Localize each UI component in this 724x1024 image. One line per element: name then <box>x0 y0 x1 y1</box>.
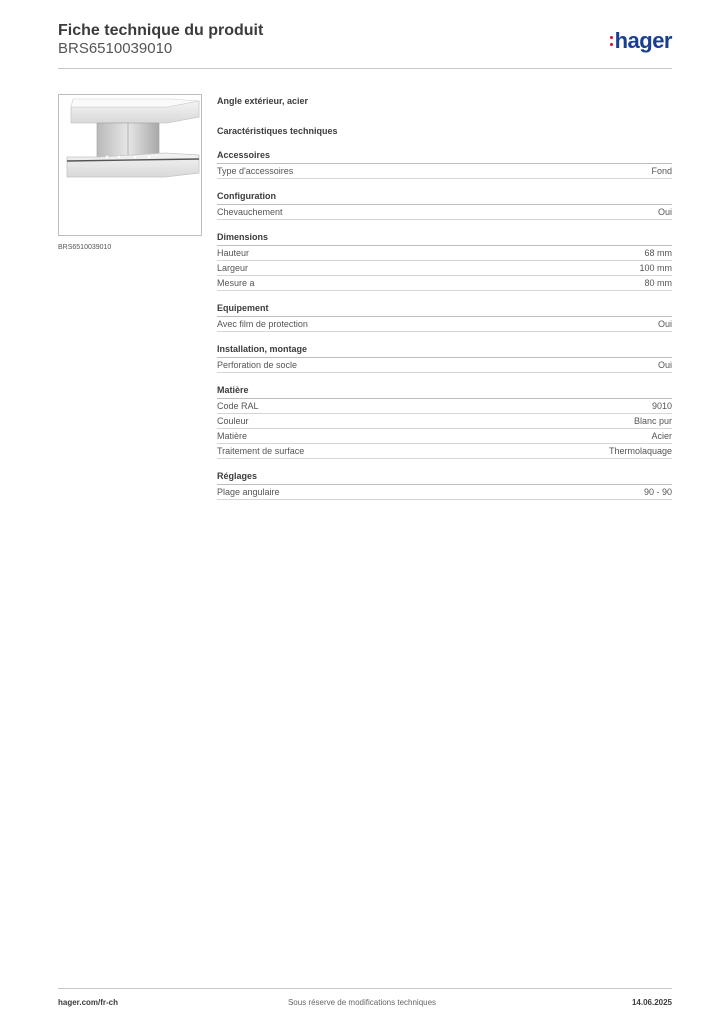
spec-value: Oui <box>657 360 672 370</box>
footer-disclaimer: Sous réserve de modifications techniques <box>287 998 437 1007</box>
product-reference: BRS6510039010 <box>58 40 173 57</box>
section-title: Accessoires <box>217 150 672 164</box>
spec-row <box>217 399 672 414</box>
spec-row <box>217 261 672 276</box>
spec-label: Avec film de protection <box>217 319 308 329</box>
footer-date: 14.06.2025 <box>631 998 672 1007</box>
logo-dots-icon <box>610 36 613 46</box>
spec-label: Matière <box>217 431 248 441</box>
hager-logo <box>610 28 672 54</box>
section-matiere <box>217 385 672 459</box>
section-title: Configuration <box>217 191 672 205</box>
spec-row <box>217 276 672 291</box>
header-divider <box>58 68 672 69</box>
spec-row <box>217 164 672 179</box>
spec-row <box>217 358 672 373</box>
section-accessoires <box>217 150 672 179</box>
spec-label: Largeur <box>217 263 249 273</box>
spec-value: 9010 <box>651 401 672 411</box>
spec-value: Blanc pur <box>633 416 672 426</box>
spec-row <box>217 485 672 500</box>
section-dimensions <box>217 232 672 291</box>
section-title: Installation, montage <box>217 344 672 358</box>
image-caption: BRS6510039010 <box>58 244 112 251</box>
logo-text: hager <box>614 28 672 53</box>
spec-label: Mesure a <box>217 278 255 288</box>
spec-label: Plage angulaire <box>217 487 280 497</box>
page-title: Fiche technique du produit <box>58 22 264 39</box>
spec-label: Code RAL <box>217 401 259 411</box>
spec-label: Chevauchement <box>217 207 283 217</box>
spec-label: Hauteur <box>217 248 250 258</box>
spec-label: Perforation de socle <box>217 360 298 370</box>
outer-angle-product-icon <box>59 95 201 235</box>
section-title: Matière <box>217 385 672 399</box>
spec-value: 90 - 90 <box>643 487 672 497</box>
footer-divider <box>58 988 672 989</box>
spec-label: Couleur <box>217 416 249 426</box>
spec-content <box>217 96 672 500</box>
spec-value: Oui <box>657 319 672 329</box>
product-name: Angle extérieur, acier <box>217 96 309 106</box>
spec-row <box>217 414 672 429</box>
spec-value: Fond <box>651 166 672 176</box>
spec-row <box>217 444 672 459</box>
spec-row <box>217 317 672 332</box>
spec-row <box>217 429 672 444</box>
section-title: Dimensions <box>217 232 672 246</box>
footer-website-link[interactable]: hager.com/fr-ch <box>58 998 119 1007</box>
section-configuration <box>217 191 672 220</box>
spec-value: Acier <box>651 431 672 441</box>
section-equipement <box>217 303 672 332</box>
section-installation <box>217 344 672 373</box>
spec-value: 80 mm <box>644 278 672 288</box>
spec-label: Type d'accessoires <box>217 166 294 176</box>
tech-heading: Caractéristiques techniques <box>217 126 338 136</box>
spec-value: 68 mm <box>644 248 672 258</box>
spec-value: Oui <box>657 207 672 217</box>
spec-value: 100 mm <box>639 263 672 273</box>
spec-row <box>217 246 672 261</box>
spec-value: Thermolaquage <box>608 446 672 456</box>
section-title: Réglages <box>217 471 672 485</box>
product-image <box>58 94 202 236</box>
spec-label: Traitement de surface <box>217 446 305 456</box>
section-title: Equipement <box>217 303 672 317</box>
section-reglages <box>217 471 672 500</box>
spec-row <box>217 205 672 220</box>
